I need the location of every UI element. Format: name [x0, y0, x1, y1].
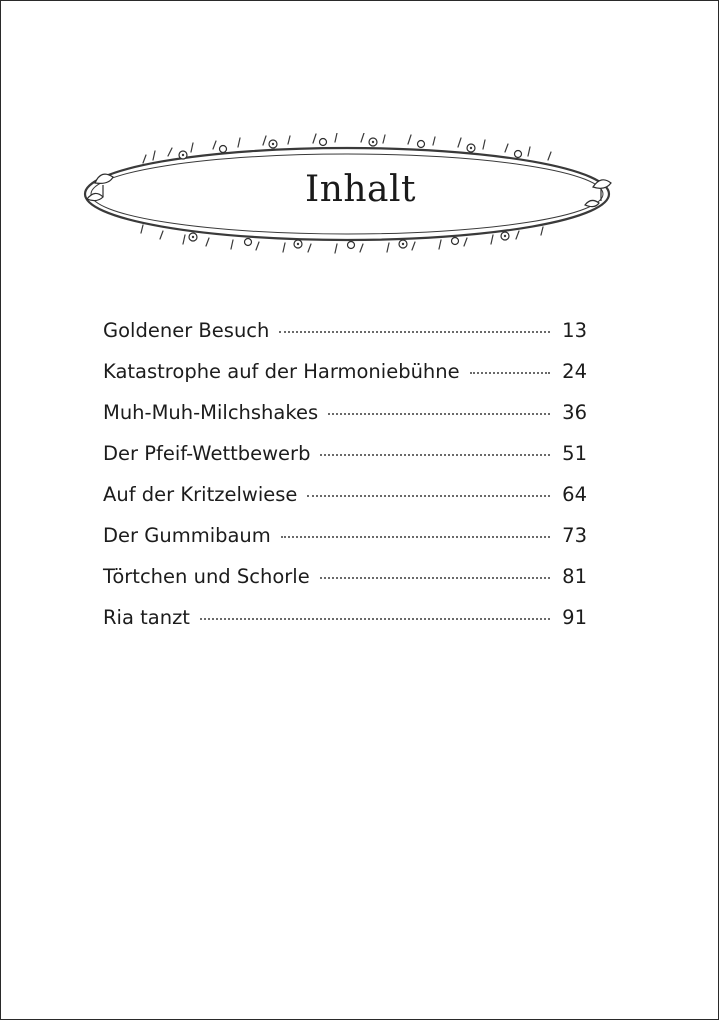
- chapter-title: Der Pfeif-Wettbewerb: [103, 442, 311, 465]
- toc-entry[interactable]: [103, 483, 587, 524]
- toc-entry[interactable]: [103, 565, 587, 606]
- chapter-title: Muh-Muh-Milchshakes: [103, 401, 319, 424]
- page-number: 73: [562, 524, 587, 547]
- toc-entry[interactable]: [103, 442, 587, 483]
- page-number: 24: [562, 360, 587, 383]
- page-title: Inhalt: [304, 169, 417, 210]
- page-number: 13: [562, 319, 587, 342]
- page-number: 81: [562, 565, 587, 588]
- page-number: 51: [562, 442, 587, 465]
- toc-entry[interactable]: [103, 524, 587, 565]
- chapter-title: Katastrophe auf der Harmoniebühne: [103, 360, 460, 383]
- page-number: 36: [562, 401, 587, 424]
- dot-leader: [328, 413, 550, 415]
- toc-entry[interactable]: [103, 319, 587, 360]
- page-number: 91: [562, 606, 587, 629]
- toc-entry[interactable]: [103, 606, 587, 647]
- chapter-title: Törtchen und Schorle: [103, 565, 310, 588]
- dot-leader: [307, 495, 550, 497]
- chapter-title: Der Gummibaum: [103, 524, 271, 547]
- dot-leader: [320, 577, 550, 579]
- chapter-title: Auf der Kritzelwiese: [103, 483, 298, 506]
- chapter-title: Ria tanzt: [103, 606, 190, 629]
- dot-leader: [200, 618, 550, 620]
- toc-entry[interactable]: [103, 401, 587, 442]
- dot-leader: [281, 536, 550, 538]
- toc-entry[interactable]: [103, 360, 587, 401]
- table-of-contents: [103, 319, 587, 647]
- dot-leader: [470, 372, 551, 374]
- dot-leader: [320, 454, 550, 456]
- chapter-title: Goldener Besuch: [103, 319, 270, 342]
- page-number: 64: [562, 483, 587, 506]
- dot-leader: [279, 331, 550, 333]
